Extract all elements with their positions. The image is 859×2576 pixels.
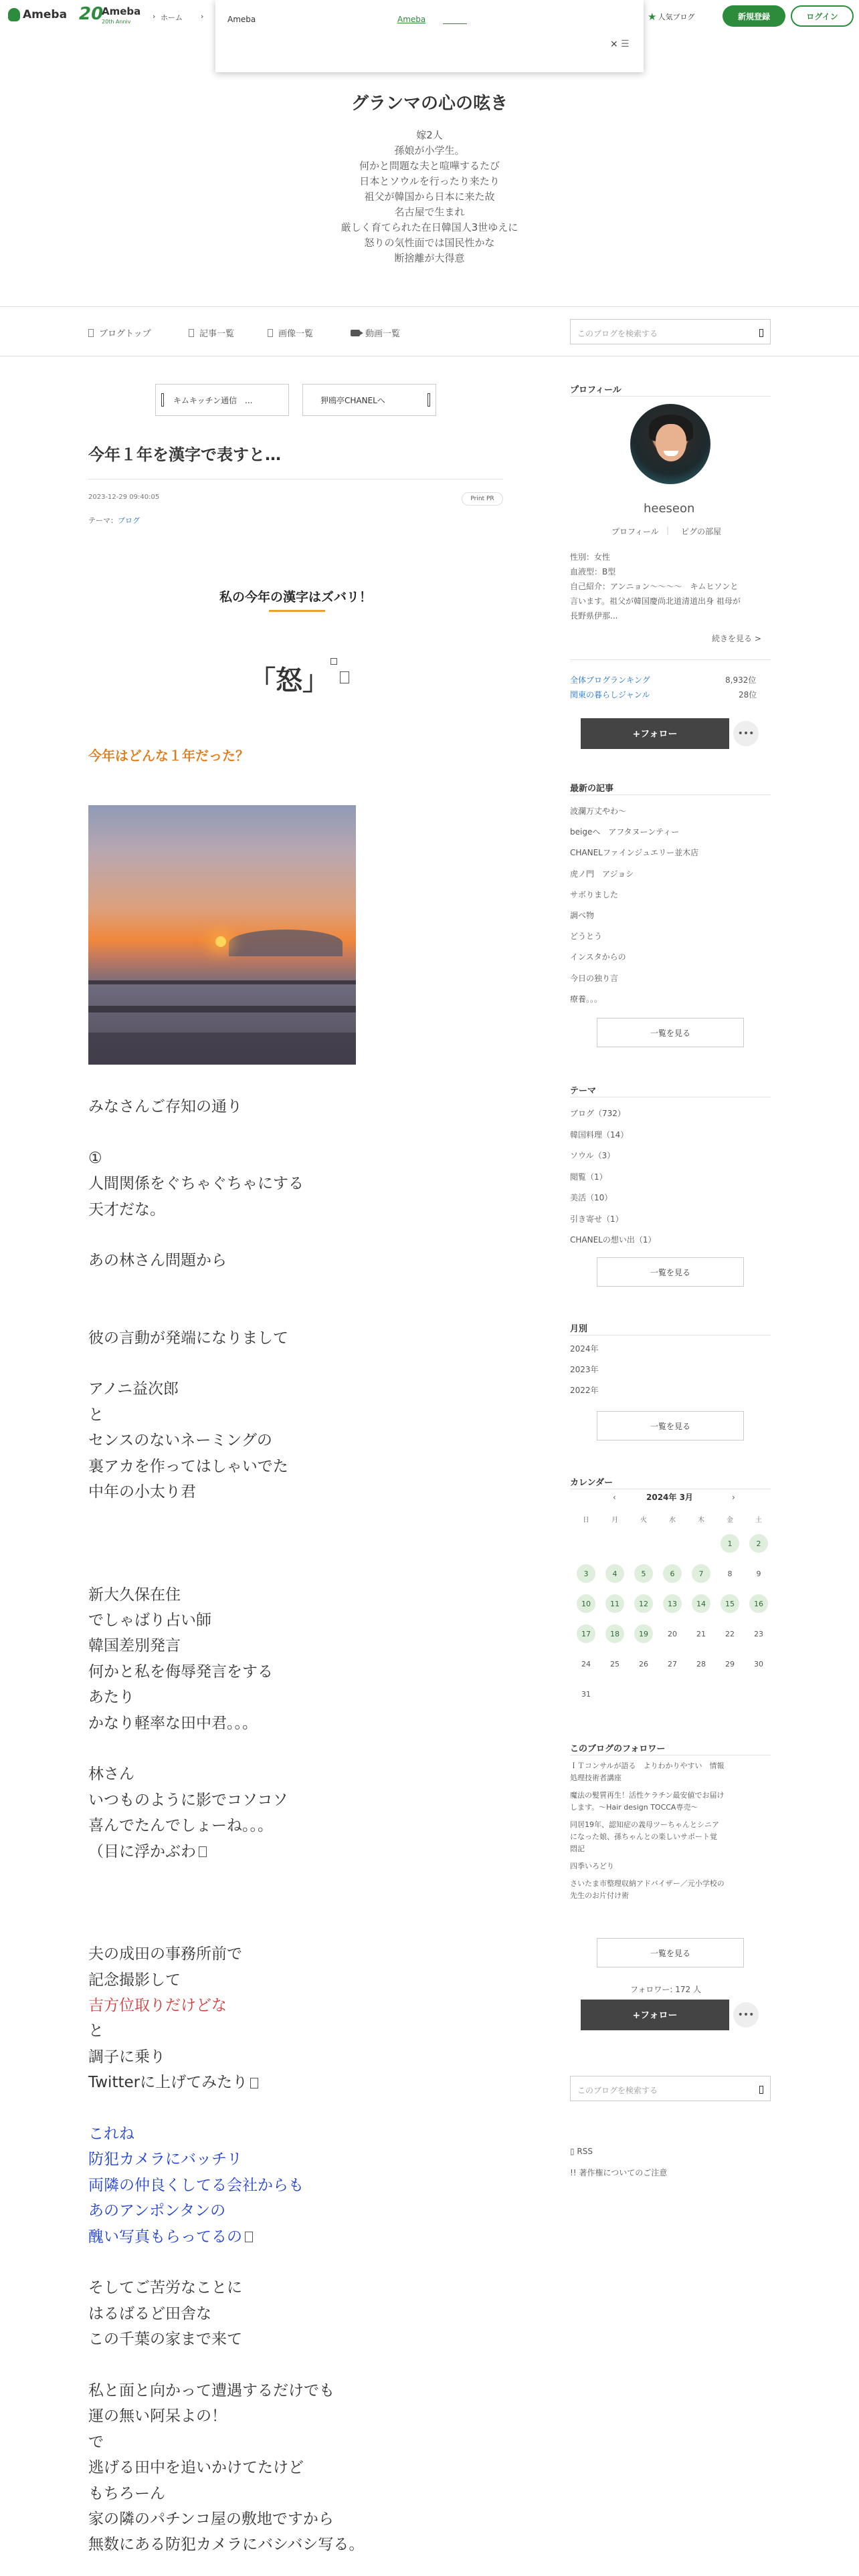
follower-link[interactable]: になった娘、孫ちゃんとの楽しいサポート覚 bbox=[570, 1832, 717, 1841]
video-icon bbox=[351, 330, 360, 336]
copyright-notice-link[interactable]: !! 著作権についてのご注意 bbox=[570, 2168, 668, 2177]
calendar-day: 9 bbox=[756, 1569, 761, 1578]
post-body-line bbox=[88, 1636, 181, 1656]
divider bbox=[0, 306, 859, 307]
post-body-text: （目に浮かぶわ bbox=[88, 1842, 196, 1860]
calendar-day[interactable]: 17 bbox=[577, 1624, 595, 1643]
sunset-photo[interactable] bbox=[88, 805, 356, 1065]
post-body-line bbox=[88, 1251, 227, 1271]
rss-icon: ▯ bbox=[570, 2147, 577, 2156]
follower-link[interactable]: 魔法の髪質再生！活性ケラチン最安値でお届け bbox=[570, 1791, 725, 1800]
blog-search-input[interactable]: このブログを検索する bbox=[570, 319, 771, 344]
post-body-text: あたり bbox=[88, 1689, 134, 1707]
post-body-text: 新大久保在住 bbox=[88, 1586, 181, 1604]
calendar-weekday: 水 bbox=[669, 1517, 676, 1524]
broken-image-icon bbox=[245, 2232, 253, 2242]
post-body-text: 私と面と向かって遭遇するだけでも bbox=[88, 2382, 335, 2399]
post-body-line bbox=[88, 2072, 258, 2092]
post-body-text: 韓国差別発言 bbox=[88, 1637, 181, 1655]
chevron-right-icon bbox=[427, 393, 430, 407]
prev-article-button[interactable]: キムキッチン通信 ... bbox=[155, 384, 289, 416]
post-body-text: 記念撮影して bbox=[88, 1971, 181, 1989]
post-body-line bbox=[88, 2535, 364, 2555]
theme-item-link[interactable]: ソウル（3） bbox=[570, 1151, 615, 1160]
recent-article-link[interactable]: 今日の独り言 bbox=[570, 973, 619, 983]
profile-gender: 性別：女性 bbox=[570, 552, 611, 562]
calendar-day: 29 bbox=[725, 1659, 735, 1669]
calendar-day[interactable]: 2 bbox=[749, 1534, 768, 1553]
calendar-day[interactable]: 13 bbox=[663, 1594, 682, 1613]
divider bbox=[570, 659, 771, 660]
next-article-button[interactable]: 狎鴎亭CHANELへ bbox=[302, 384, 436, 416]
warning-icon: !! bbox=[570, 2168, 579, 2177]
post-body-text: 運の無い阿呆よの！ bbox=[88, 2407, 227, 2426]
blog-description bbox=[0, 128, 859, 266]
post-body-line bbox=[88, 1457, 288, 1477]
profile-heading: プロフィール bbox=[570, 385, 622, 395]
post-body-text: で bbox=[88, 2433, 104, 2451]
post-body-text: と bbox=[88, 2022, 104, 2040]
print-pr-button[interactable]: Print PR bbox=[462, 492, 503, 506]
blog-description-line: 孫娘が小学生。 bbox=[394, 144, 465, 156]
calendar-day[interactable]: 4 bbox=[605, 1564, 624, 1583]
post-body-text: 中年の小太り君 bbox=[88, 1483, 196, 1501]
calendar-day[interactable]: 10 bbox=[577, 1594, 595, 1613]
followers-list-all-button[interactable]: 一覧を見る bbox=[597, 1938, 744, 1967]
follower-link[interactable]: さいたま市整理収納アドバイザー／元小学校の bbox=[570, 1879, 725, 1888]
post-body-text: この千葉の家まで来て bbox=[88, 2331, 242, 2349]
ranking-genre-value: 28位 bbox=[739, 690, 757, 700]
recent-article-link[interactable]: 波瀾万丈やわ〜 bbox=[570, 807, 627, 816]
post-date: 2023-12-29 09:40:05 bbox=[88, 494, 160, 501]
theme-item-link[interactable]: ブログ（732） bbox=[570, 1109, 626, 1118]
star-icon: ★ bbox=[648, 11, 657, 23]
post-body-text: 吉方位取りだけどな bbox=[88, 1997, 227, 2014]
broken-image-icon bbox=[199, 1846, 207, 1857]
divider bbox=[570, 794, 771, 795]
profile-name[interactable]: heeseon bbox=[644, 502, 695, 516]
post-body-text: 両隣の仲良くしてる会社からも bbox=[88, 2176, 304, 2194]
divider bbox=[570, 396, 771, 397]
follower-link[interactable]: 同居19年、認知症の義母ツーちゃんとシニア bbox=[570, 1820, 719, 1829]
post-body-text: 人間関係をぐちゃぐちゃにする bbox=[88, 1175, 304, 1193]
pig-room-link[interactable]: ピグの部屋 bbox=[681, 527, 722, 536]
calendar-day[interactable]: 18 bbox=[605, 1624, 624, 1643]
calendar-next-icon[interactable]: › bbox=[732, 1493, 735, 1502]
post-body-line bbox=[88, 2509, 334, 2529]
calendar-day[interactable]: 1 bbox=[721, 1534, 739, 1553]
post-body-text: Twitterに上げてみたり bbox=[88, 2074, 248, 2092]
calendar-weekday: 木 bbox=[698, 1517, 704, 1524]
post-body-line bbox=[88, 2047, 165, 2067]
profile-link[interactable]: プロフィール bbox=[611, 527, 659, 536]
post-body-line bbox=[88, 1148, 102, 1168]
broken-image-icon bbox=[330, 658, 337, 665]
calendar-day[interactable]: 7 bbox=[692, 1564, 710, 1583]
theme-heading: テーマ bbox=[570, 1086, 597, 1096]
post-body-line bbox=[88, 1790, 288, 1810]
post-body-line bbox=[88, 2381, 335, 2401]
recent-list-all-button[interactable]: 一覧を見る bbox=[597, 1018, 744, 1047]
ameba-logo[interactable]: Ameba bbox=[8, 8, 67, 21]
calendar-day[interactable]: 5 bbox=[634, 1564, 653, 1583]
follower-count: フォロワー: 172 人 bbox=[630, 1985, 701, 1994]
post-body-text: これね bbox=[88, 2125, 134, 2143]
popular-blog-link[interactable]: ★ 人気ブログ bbox=[648, 11, 695, 23]
ranking-genre-link[interactable]: 関東の暮らしジャンル bbox=[570, 690, 650, 700]
post-body-text: 防犯カメラにバッチリ bbox=[88, 2151, 242, 2169]
post-body-line bbox=[88, 1585, 181, 1605]
image-icon bbox=[268, 329, 273, 337]
post-body-text: 醜い写真もらってるの bbox=[88, 2228, 242, 2246]
document-icon bbox=[189, 329, 194, 337]
post-body-line bbox=[88, 1687, 134, 1707]
photo-rail bbox=[88, 1006, 356, 1012]
follower-link[interactable]: 悶記 bbox=[570, 1844, 585, 1853]
calendar-title: 2024年 3月 bbox=[646, 1493, 693, 1502]
post-body-line bbox=[88, 1610, 211, 1630]
month-item-link[interactable]: 2024年 bbox=[570, 1344, 599, 1354]
more-options-button-bottom[interactable]: ••• bbox=[733, 2002, 759, 2028]
post-body-text: あのアンポンタンの bbox=[88, 2202, 226, 2220]
rss-link[interactable]: ▯ RSS bbox=[570, 2147, 593, 2156]
post-body-line bbox=[88, 2021, 104, 2041]
theme-item-link[interactable]: CHANELの想い出（1） bbox=[570, 1235, 656, 1245]
broken-image-icon bbox=[250, 2078, 258, 2088]
followers-heading: このブログのフォロワー bbox=[570, 1744, 666, 1754]
post-body-text: 喜んでたんでしょーね。。。 bbox=[88, 1817, 273, 1835]
overlay-ameba-link[interactable]: Ameba bbox=[397, 15, 426, 24]
post-body-line bbox=[88, 1379, 179, 1399]
calendar-day: 26 bbox=[639, 1659, 648, 1669]
post-body-line bbox=[88, 1328, 288, 1348]
post-body-line bbox=[88, 2201, 225, 2221]
broken-image-icon bbox=[340, 671, 349, 683]
login-button[interactable]: ログイン bbox=[791, 5, 854, 27]
blog-description-line: 名古屋で生まれ bbox=[394, 206, 465, 218]
post-body-line bbox=[88, 2149, 242, 2169]
blog-description-line: 何かと問題な夫と喧嘩するたび bbox=[359, 160, 500, 172]
calendar-day: 25 bbox=[610, 1659, 619, 1669]
recent-article-link[interactable]: サボりました bbox=[570, 889, 619, 899]
post-body-text: はるばるど田舎な bbox=[88, 2304, 211, 2323]
more-options-button[interactable]: ••• bbox=[733, 721, 759, 746]
recent-article-link[interactable]: beigeへ アフタヌーンティー bbox=[570, 827, 680, 837]
calendar-weekday: 日 bbox=[583, 1517, 589, 1524]
blog-title[interactable]: グランマの心の呟き bbox=[351, 94, 508, 114]
blog-description-line: 厳しく育てられた在日韓国人3世ゆえに bbox=[341, 221, 518, 233]
post-body-line bbox=[88, 2227, 253, 2247]
post-body-text: と bbox=[88, 1406, 104, 1424]
blog-description-line: 日本とソウルを行ったり来たり bbox=[359, 175, 500, 187]
ranking-overall-link[interactable]: 全体ブログランキング bbox=[570, 675, 650, 685]
post-body-line bbox=[88, 1713, 258, 1733]
nav-image-list[interactable]: 画像一覧 bbox=[268, 326, 313, 339]
overlay-underline bbox=[443, 23, 467, 24]
calendar-weekday: 月 bbox=[611, 1517, 618, 1524]
ameba-mascot-icon bbox=[8, 8, 20, 21]
blog-description-line: 怒りの気性面では国民性かな bbox=[364, 237, 495, 249]
calendar-day[interactable]: 6 bbox=[663, 1564, 682, 1583]
recent-article-link[interactable]: 調べ物 bbox=[570, 911, 595, 920]
kanji-heading-underline bbox=[269, 610, 325, 612]
calendar-day: 22 bbox=[725, 1629, 735, 1638]
post-body-line bbox=[88, 1097, 242, 1117]
read-more-link[interactable]: 続きを見る > bbox=[712, 634, 761, 643]
bottom-search-input[interactable]: このブログを検索する bbox=[570, 2076, 771, 2101]
search-icon[interactable] bbox=[759, 329, 763, 337]
post-body-text: かなり軽率な田中君。。。 bbox=[88, 1714, 258, 1732]
calendar-day: 31 bbox=[581, 1689, 591, 1699]
calendar-day[interactable]: 12 bbox=[634, 1594, 653, 1613]
calendar-prev-icon[interactable]: ‹ bbox=[613, 1493, 616, 1502]
post-body-text: 天才だな。 bbox=[88, 1200, 165, 1218]
calendar-day[interactable]: 19 bbox=[634, 1624, 653, 1643]
post-body-line bbox=[88, 2278, 242, 2298]
profile-intro: 長野県伊那... bbox=[570, 611, 618, 621]
photo-rail bbox=[88, 1033, 356, 1065]
post-body-line bbox=[88, 2458, 304, 2478]
post-body-line bbox=[88, 1174, 304, 1194]
post-body-text: アノニ益次郎 bbox=[88, 1380, 179, 1398]
recent-articles-heading: 最新の記事 bbox=[570, 784, 614, 794]
month-item-link[interactable]: 2022年 bbox=[570, 1386, 599, 1395]
post-body-line bbox=[88, 2329, 242, 2349]
post-body-line bbox=[88, 2175, 304, 2195]
calendar-weekday: 土 bbox=[755, 1517, 762, 1524]
calendar-day: 23 bbox=[754, 1629, 763, 1638]
follower-link[interactable]: 先生のお片付け術 bbox=[570, 1891, 629, 1900]
post-body-line bbox=[88, 1662, 273, 1682]
theme-item-link[interactable]: 閲覧（1） bbox=[570, 1172, 607, 1182]
post-body-line bbox=[88, 1944, 242, 1964]
follow-button-bottom[interactable]: +フォロー bbox=[581, 2000, 729, 2030]
calendar-day: 8 bbox=[727, 1569, 733, 1578]
calendar-day[interactable]: 16 bbox=[749, 1594, 768, 1613]
calendar-day: 20 bbox=[668, 1629, 677, 1638]
post-body-line bbox=[88, 2124, 134, 2144]
photo-rail bbox=[88, 980, 356, 984]
post-body-text: もちろーん bbox=[88, 2484, 165, 2502]
post-title[interactable]: 今年１年を漢字で表すと… bbox=[88, 445, 281, 464]
post-body-text: 何かと私を侮辱発言をする bbox=[88, 1662, 273, 1681]
calendar-day: 21 bbox=[696, 1629, 706, 1638]
follower-link[interactable]: 処理技術者講座 bbox=[570, 1774, 622, 1782]
post-body-text: 林さん bbox=[88, 1765, 134, 1784]
theme-item-link[interactable]: 引き寄せ（1） bbox=[570, 1214, 624, 1224]
photo-mountain bbox=[229, 930, 343, 956]
post-body-text: ① bbox=[88, 1149, 102, 1167]
post-body-text: 逃げる田中を追いかけてたけど bbox=[88, 2459, 304, 2477]
year-question-heading: 今年はどんな１年だった？ bbox=[88, 748, 249, 764]
post-body-text: 夫の成田の事務所前で bbox=[88, 1945, 242, 1963]
kanji-heading: 私の今年の漢字はズバリ！ bbox=[219, 590, 372, 605]
close-icon[interactable]: × bbox=[610, 39, 618, 49]
post-body-text: いつものように影でコソコソ bbox=[88, 1791, 288, 1809]
home-icon bbox=[88, 329, 94, 337]
post-body-line bbox=[88, 1970, 181, 1990]
month-list-all-button[interactable]: 一覧を見る bbox=[597, 1411, 744, 1440]
post-body-text: 裏アカを作ってはしゃいでた bbox=[88, 1457, 288, 1475]
calendar-weekday: 火 bbox=[640, 1517, 647, 1524]
blog-description-line: 嫁2人 bbox=[416, 129, 443, 141]
calendar-weekday: 金 bbox=[727, 1517, 733, 1524]
post-body-line bbox=[88, 1764, 134, 1784]
post-body-line bbox=[88, 2406, 227, 2426]
nav-article-list[interactable]: 記事一覧 bbox=[189, 326, 234, 339]
post-body-text: 家の隣のパチンコ屋の敷地ですから bbox=[88, 2510, 334, 2528]
recent-article-link[interactable]: CHANELファインジュエリー並木店 bbox=[570, 848, 699, 858]
post-body-line bbox=[88, 1816, 273, 1836]
calendar-day: 28 bbox=[696, 1659, 706, 1669]
post-body-line bbox=[88, 2304, 211, 2324]
follower-link[interactable]: 四季いろどり bbox=[570, 1862, 614, 1870]
post-body-line bbox=[88, 2432, 104, 2452]
theme-item-link[interactable]: 美活（10） bbox=[570, 1193, 613, 1202]
calendar-heading: カレンダー bbox=[570, 1478, 613, 1488]
theme-list-all-button[interactable]: 一覧を見る bbox=[597, 1257, 744, 1287]
year-kanji: 「怒」 bbox=[249, 665, 329, 696]
follow-button[interactable]: +フォロー bbox=[581, 718, 729, 749]
post-body-line bbox=[88, 1200, 165, 1220]
search-icon[interactable] bbox=[759, 2086, 763, 2094]
post-body-line bbox=[88, 1430, 272, 1451]
blog-description-line: 祖父が韓国から日本に来た故 bbox=[364, 191, 495, 203]
recent-article-link[interactable]: インスタからの bbox=[570, 952, 626, 962]
theme-link[interactable]: ブログ bbox=[118, 516, 140, 525]
post-theme: テーマ：ブログ bbox=[88, 516, 140, 525]
post-body-text: センスのないネーミングの bbox=[88, 1432, 272, 1450]
calendar-day: 30 bbox=[754, 1659, 763, 1669]
month-heading: 月別 bbox=[570, 1324, 588, 1334]
header-dropdown-overlay bbox=[215, 0, 644, 72]
calendar-day: 27 bbox=[668, 1659, 677, 1669]
post-body-text: 彼の言動が発端になりまして bbox=[88, 1329, 288, 1347]
post-body-line bbox=[88, 2484, 165, 2504]
post-body-text: でしゃばり占い師 bbox=[88, 1612, 211, 1629]
post-body-line bbox=[88, 1405, 104, 1425]
register-button[interactable]: 新規登録 bbox=[723, 5, 785, 27]
calendar-day[interactable]: 15 bbox=[721, 1594, 739, 1613]
profile-intro: 言います。祖父が韓国慶尚北道清道出身 祖母が bbox=[570, 597, 741, 606]
menu-icon[interactable]: ☰ bbox=[621, 39, 630, 49]
calendar-day[interactable]: 3 bbox=[577, 1564, 595, 1583]
recent-article-link[interactable]: 虎ノ門 アジョシ bbox=[570, 869, 634, 879]
breadcrumb-arrow-icon: › bbox=[201, 12, 204, 21]
calendar-day[interactable]: 11 bbox=[605, 1594, 624, 1613]
ameba-20th-logo[interactable]: 20 Ameba 20th Anniv bbox=[79, 4, 141, 25]
post-body-line bbox=[88, 1482, 196, 1502]
overlay-brand: Ameba bbox=[227, 15, 256, 24]
post-body-line bbox=[88, 1996, 227, 2016]
blog-description-line: 断捨離が大得意 bbox=[394, 252, 465, 264]
photo-sun bbox=[215, 936, 226, 947]
follower-link[interactable]: ＩＴコンサルが語る よりわかりやすい 情報 bbox=[570, 1761, 725, 1770]
breadcrumb-home[interactable]: ホーム bbox=[161, 13, 183, 22]
post-body-text: あの林さん問題から bbox=[88, 1252, 227, 1270]
recent-article-link[interactable]: 療養。。。 bbox=[570, 994, 603, 1004]
ranking-overall-value: 8,932位 bbox=[725, 675, 757, 685]
chevron-left-icon bbox=[161, 393, 164, 407]
post-body-text: 調子に乗り bbox=[88, 2048, 165, 2066]
post-body-line bbox=[88, 1842, 207, 1862]
follower-link[interactable]: します。〜Hair design TOCCA専売〜 bbox=[570, 1803, 698, 1812]
nav-video-list[interactable]: 動画一覧 bbox=[351, 326, 400, 339]
breadcrumb-arrow-icon: › bbox=[153, 12, 156, 21]
profile-blood: 血液型：B型 bbox=[570, 567, 616, 576]
profile-avatar[interactable] bbox=[630, 404, 710, 484]
calendar-day: 24 bbox=[581, 1659, 591, 1669]
profile-intro: 自己紹介：アンニョン〜〜〜〜 キムヒソンと bbox=[570, 582, 739, 591]
nav-blog-top[interactable]: ブログトップ bbox=[88, 326, 151, 339]
theme-item-link[interactable]: 韓国料理（14） bbox=[570, 1130, 629, 1140]
recent-article-link[interactable]: どうとう bbox=[570, 932, 603, 942]
separator: | bbox=[666, 526, 670, 535]
post-body-text: 無数にある防犯カメラにバシバシ写る。 bbox=[88, 2536, 365, 2554]
blog-nav bbox=[0, 313, 859, 353]
month-item-link[interactable]: 2023年 bbox=[570, 1365, 599, 1374]
post-body-text: そしてご苦労なことに bbox=[88, 2279, 242, 2297]
blog-header bbox=[0, 80, 859, 266]
post-body-text: みなさんご存知の通り bbox=[88, 1098, 242, 1115]
calendar-day[interactable]: 14 bbox=[692, 1594, 710, 1613]
